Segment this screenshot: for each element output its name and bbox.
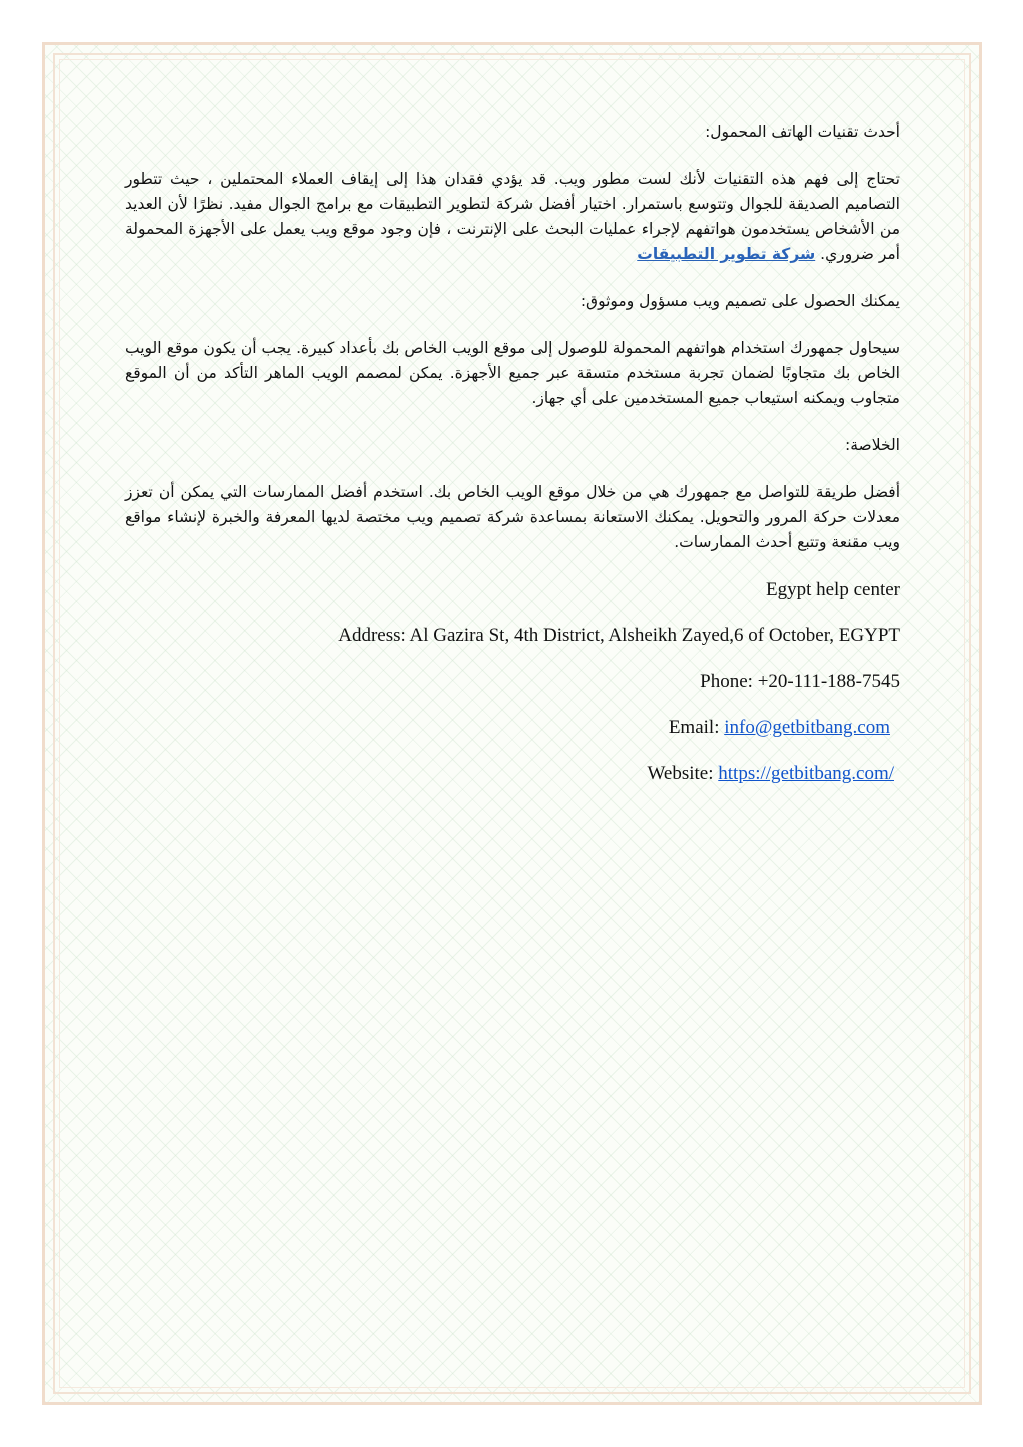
website-line (125, 761, 900, 787)
phone-label: Phone: (700, 671, 753, 692)
document-body (125, 120, 900, 807)
website-label: Website: (647, 763, 714, 784)
phone-value: +20-111-188-7545 (757, 671, 900, 692)
paragraph-mobile-tech (125, 167, 900, 267)
section-heading-conclusion: الخلاصة: (845, 436, 900, 454)
address-line (125, 623, 900, 649)
address-label: Address: (338, 625, 406, 646)
paragraph-conclusion: أفضل طريقة للتواصل مع جمهورك هي من خلال موقع الويب الخاص بك. استخدم أفضل الممارسات التي يمكن أن تعزز معدلات حركة المرور والتحويل. يمكنك الاستعانة بمساعدة شركة تصميم ويب مختصة لديها المعرفة والخبرة لإنشاء مواقع ويب مقنعة وتتبع أحدث الممارسات. (125, 483, 900, 551)
paragraph-responsive-design: سيحاول جمهورك استخدام هواتفهم المحمولة للوصول إلى موقع الويب الخاص بك بأعداد كبيرة. يجب أن يكون موقع الويب الخاص بك متجاوبًا لضمان تجربة مستخدم متسقة عبر جميع الأجهزة. يمكن لمصمم الويب الماهر التأكد من أن الموقع متجاوب ويمكنه استيعاب جميع المستخدمين على أي جهاز. (125, 339, 900, 407)
paragraph-mobile-tech-text: تحتاج إلى فهم هذه التقنيات لأنك لست مطور ويب. قد يؤدي فقدان هذا إلى إيقاف العملاء المحتملين ، حيث تتطور التصاميم الصديقة للجوال وتتوسع باستمرار. اختيار أفضل شركة لتطوير التطبيقات مع برامج الجوال مفيد. نظرًا لأن العديد من الأشخاص يستخدمون هواتفهم لإجراء عمليات البحث على الإنترنت ، فإن وجود موقع ويب يعمل على الأجهزة المحمولة أمر ضروري. (125, 170, 900, 263)
email-label: Email: (668, 717, 720, 738)
company-name: Egypt help center (765, 579, 900, 600)
section-heading-responsive-design: يمكنك الحصول على تصميم ويب مسؤول وموثوق: (580, 292, 900, 310)
phone-line (125, 669, 900, 695)
section-heading-mobile-tech: أحدث تقنيات الهاتف المحمول: (705, 123, 900, 141)
address-value: Al Gazira St, 4th District, Alsheikh Zayed,6 of October, EGYPT (409, 625, 900, 646)
email-line (125, 715, 900, 741)
website-link[interactable]: https://getbitbang.com/ (718, 763, 894, 784)
app-development-company-link[interactable]: شركة تطوير التطبيقات (637, 245, 816, 263)
email-link[interactable]: info@getbitbang.com (724, 717, 890, 738)
